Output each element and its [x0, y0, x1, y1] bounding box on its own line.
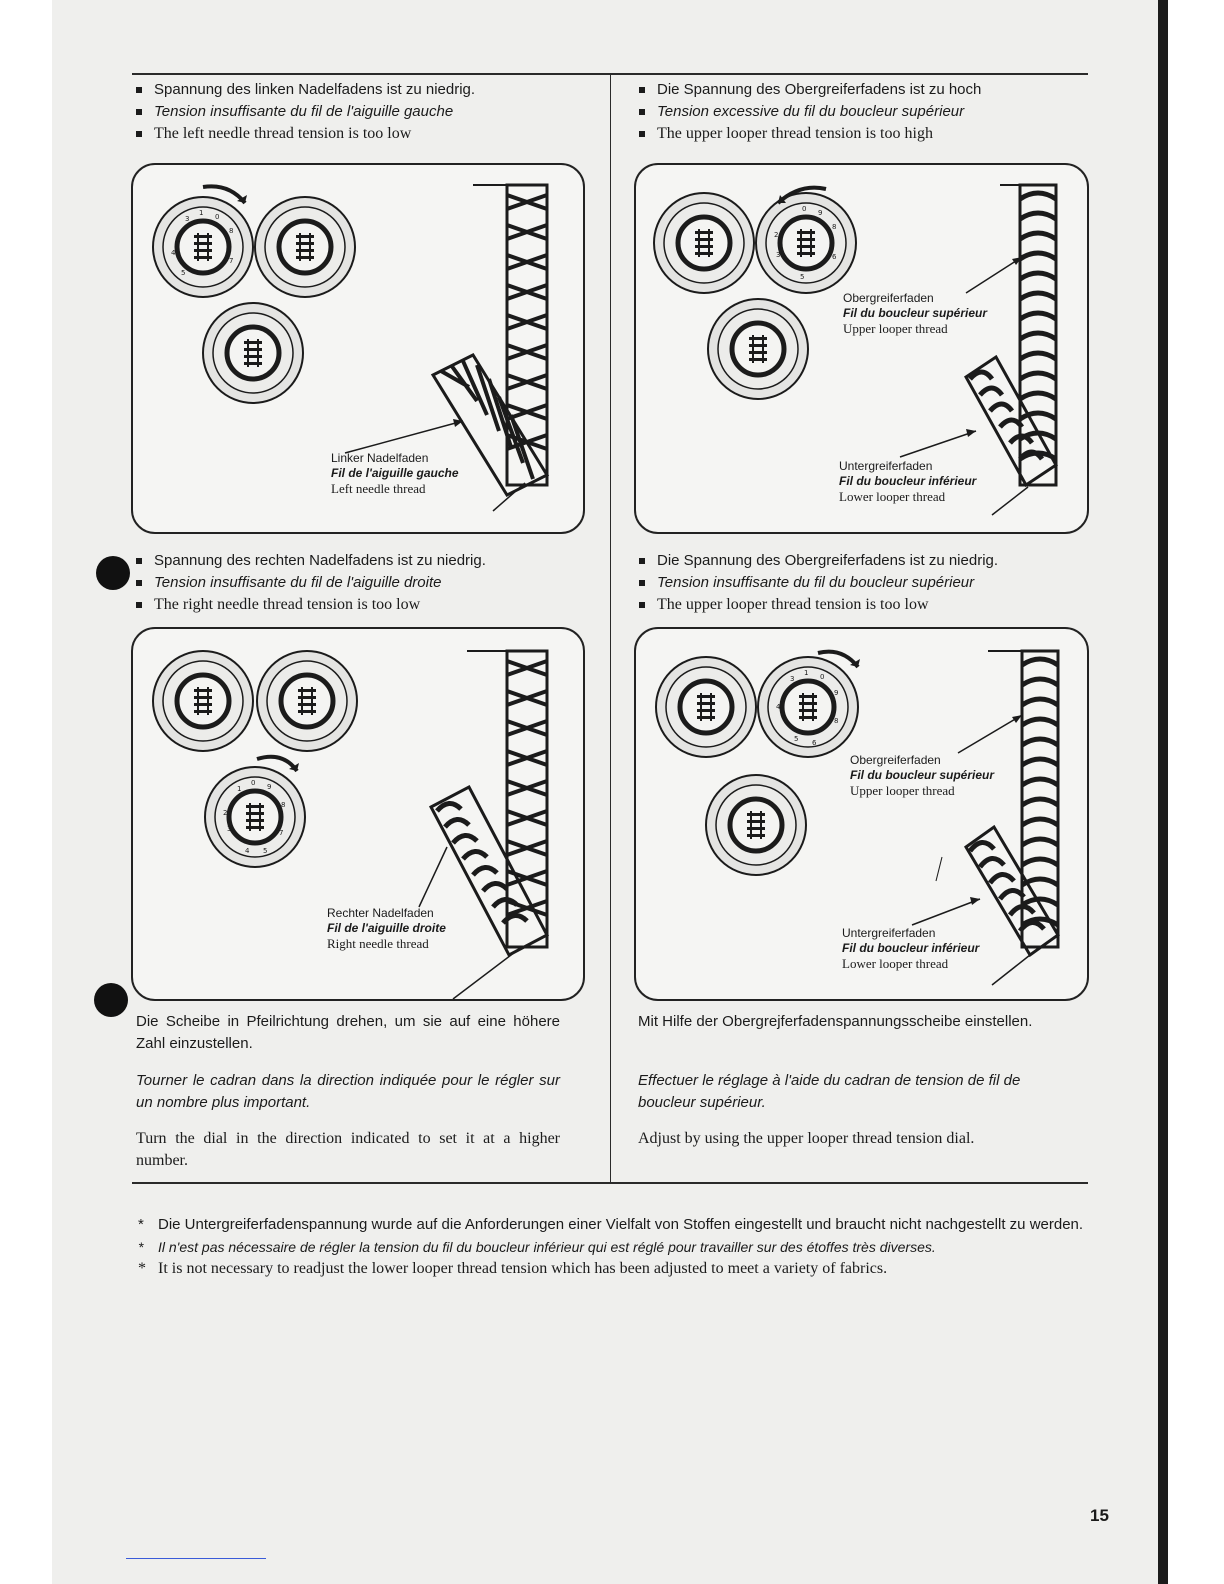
label-fr: Fil de l'aiguille droite	[327, 921, 446, 935]
svg-text:4: 4	[776, 703, 781, 711]
svg-text:1: 1	[237, 785, 242, 793]
bl-bullet-en: The right needle thread tension is too low	[134, 594, 486, 616]
footnote-de: * Die Untergreiferfadenspannung wurde auf die Anforderungen einer Vielfalt von Stoffen eingestellt und braucht nicht nachgestellt zu werden.	[138, 1214, 1100, 1236]
label-fr: Fil du boucleur supérieur	[850, 768, 995, 782]
label-fr: Fil de l'aiguille gauche	[331, 466, 459, 480]
svg-text:1: 1	[199, 209, 204, 217]
svg-text:5: 5	[181, 269, 186, 277]
bl-bullet-fr: Tension insuffisante du fil de l'aiguille droite	[134, 572, 486, 594]
label-fr: Fil du boucleur supérieur	[843, 306, 988, 320]
svg-text:8: 8	[834, 717, 839, 725]
tl-bullet-en: The left needle thread tension is too low	[134, 123, 475, 145]
binder-hole-bottom	[94, 983, 128, 1017]
svg-text:3: 3	[227, 825, 232, 833]
svg-text:2: 2	[774, 231, 779, 239]
svg-text:3: 3	[790, 675, 795, 683]
tension-dial-icon	[758, 657, 858, 757]
tl-bullet-fr: Tension insuffisante du fil de l'aiguille gauche	[134, 101, 475, 123]
bl-label-right-needle	[327, 906, 446, 951]
br-label-lower-looper	[842, 926, 979, 971]
svg-text:0: 0	[802, 205, 807, 213]
svg-text:0: 0	[820, 673, 825, 681]
tr-bullet-fr: Tension excessive du fil du boucleur supérieur	[637, 101, 981, 123]
column-divider	[610, 74, 611, 1184]
tension-dial-icon	[153, 197, 253, 297]
label-de: Obergreiferfaden	[850, 753, 941, 767]
svg-text:4: 4	[245, 847, 250, 855]
tl-bullet-de: Spannung des linken Nadelfadens ist zu niedrig.	[134, 79, 475, 101]
instruction-right-de: Mit Hilfe der Obergrejferfadenspannungsscheibe einstellen.	[638, 1013, 1033, 1030]
label-fr: Fil du boucleur inférieur	[839, 474, 977, 488]
tr-bullet-de: Die Spannung des Obergreiferfadens ist zu hoch	[637, 79, 981, 101]
instruction-right-fr: Effectuer le réglage à l'aide du cadran de tension de fil de boucleur supérieur.	[638, 1072, 1021, 1111]
label-en: Right needle thread	[327, 936, 429, 951]
tr-bullet-en: The upper looper thread tension is too high	[637, 123, 981, 145]
svg-text:6: 6	[812, 739, 817, 747]
svg-text:2: 2	[223, 809, 228, 817]
bl-bullets	[134, 550, 486, 616]
svg-text:7: 7	[279, 829, 284, 837]
scan-margin-left	[0, 0, 52, 1584]
svg-text:9: 9	[818, 209, 823, 217]
instruction-left-fr: Tourner le cadran dans la direction indiquée pour le régler sur un nombre plus important.	[136, 1072, 560, 1111]
br-bullet-fr: Tension insuffisante du fil du boucleur supérieur	[637, 572, 998, 594]
tension-dial-icon	[205, 767, 305, 867]
svg-text:4: 4	[171, 249, 176, 257]
br-bullet-de: Die Spannung des Obergreiferfadens ist zu niedrig.	[637, 550, 998, 572]
footnote-en: * It is not necessary to readjust the lower looper thread tension which has been adjusted to meet a variety of fabrics.	[138, 1258, 1100, 1280]
page-number: 15	[1090, 1506, 1109, 1525]
scan-margin-right	[1158, 0, 1224, 1584]
svg-text:9: 9	[834, 689, 839, 697]
tension-dial-icon	[708, 299, 808, 399]
label-en: Upper looper thread	[850, 783, 955, 798]
label-en: Left needle thread	[331, 481, 426, 496]
svg-text:1: 1	[804, 669, 809, 677]
br-bullet-en: The upper looper thread tension is too low	[637, 594, 998, 616]
bl-illustration	[131, 627, 585, 1001]
tension-dial-icon	[656, 657, 756, 757]
label-de: Untergreiferfaden	[842, 926, 936, 940]
label-de: Linker Nadelfaden	[331, 451, 429, 465]
tension-dial-icon	[255, 197, 355, 297]
tl-illustration	[131, 163, 585, 534]
label-de: Untergreiferfaden	[839, 459, 933, 473]
bl-bullet-de: Spannung des rechten Nadelfadens ist zu niedrig.	[134, 550, 486, 572]
svg-text:0: 0	[215, 213, 220, 221]
bottom-rule	[132, 1182, 1088, 1184]
label-en: Lower looper thread	[839, 489, 946, 504]
footnote-fr: * Il n'est pas nécessaire de régler la tension du fil du boucleur inférieur qui est réglé pour travailler sur des étoffes très diverses.	[138, 1236, 1100, 1258]
svg-text:9: 9	[267, 783, 272, 791]
tension-dial-icon	[756, 193, 856, 293]
label-en: Upper looper thread	[843, 321, 948, 336]
svg-text:5: 5	[794, 735, 799, 743]
svg-text:3: 3	[776, 251, 781, 259]
instruction-right-en: Adjust by using the upper looper thread tension dial.	[638, 1130, 975, 1147]
br-illustration	[634, 627, 1089, 1001]
svg-text:3: 3	[185, 215, 190, 223]
tension-dial-icon	[257, 651, 357, 751]
svg-text:5: 5	[263, 847, 268, 855]
footnotes	[138, 1214, 1100, 1280]
label-de: Rechter Nadelfaden	[327, 906, 434, 920]
tension-dial-icon	[654, 193, 754, 293]
tl-label-left-needle	[331, 451, 459, 496]
svg-text:8: 8	[229, 227, 234, 235]
tr-illustration	[634, 163, 1089, 534]
label-de: Obergreiferfaden	[843, 291, 934, 305]
svg-text:5: 5	[800, 273, 805, 281]
tension-dial-icon	[706, 775, 806, 875]
binder-hole-top	[96, 556, 130, 590]
label-fr: Fil du boucleur inférieur	[842, 941, 980, 955]
tl-bullets	[134, 79, 475, 145]
scan-underline	[126, 1558, 266, 1559]
label-en: Lower looper thread	[842, 956, 949, 971]
tension-dial-icon	[153, 651, 253, 751]
instruction-left-en: Turn the dial in the direction indicated to set it at a higher number.	[136, 1130, 560, 1169]
instruction-left-de: Die Scheibe in Pfeilrichtung drehen, um sie auf eine höhere Zahl einzustellen.	[136, 1013, 560, 1052]
svg-text:8: 8	[281, 801, 286, 809]
tr-bullets	[637, 79, 981, 145]
br-label-upper-looper	[850, 753, 994, 798]
br-bullets	[637, 550, 998, 616]
tr-label-lower-looper	[839, 459, 976, 504]
svg-text:8: 8	[832, 223, 837, 231]
tr-label-upper-looper	[843, 291, 987, 336]
svg-text:6: 6	[832, 253, 837, 261]
svg-text:7: 7	[229, 257, 234, 265]
tension-dial-icon	[203, 303, 303, 403]
svg-text:0: 0	[251, 779, 256, 787]
